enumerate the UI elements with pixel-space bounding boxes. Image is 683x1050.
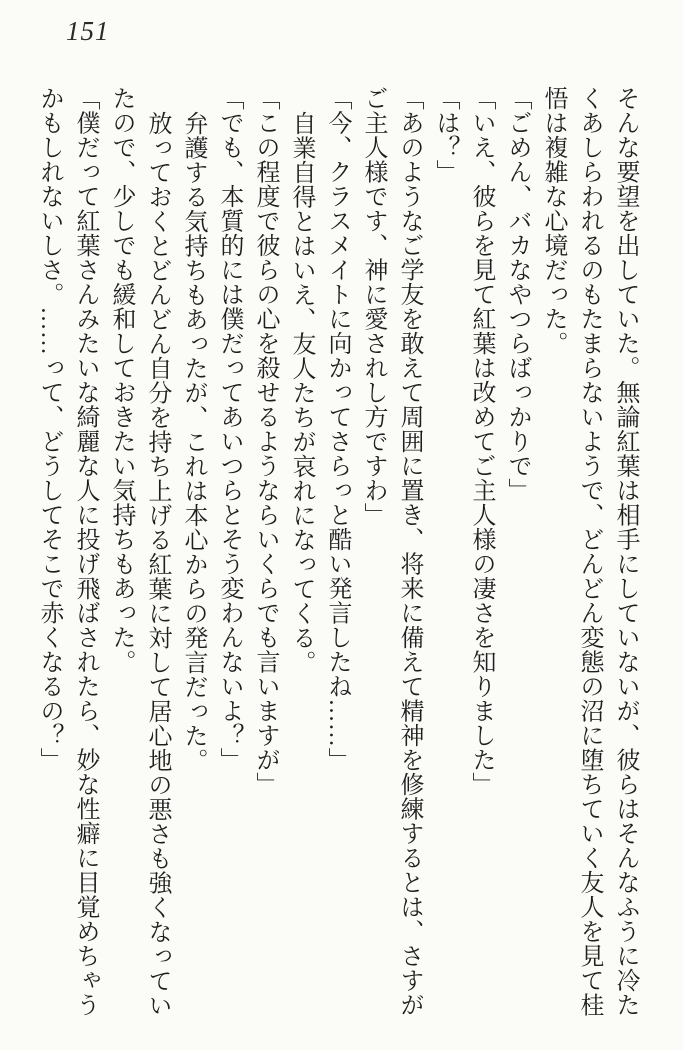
text-line: 「ごめん、バカなやつらばっかりで」 — [504, 86, 530, 503]
text-line: 「いえ、彼らを見て紅葉は改めてご主人様の凄さを知りました」 — [468, 86, 494, 797]
text-line: 「僕だって紅葉さんみたいな綺麗な人に投げ飛ばされたら、妙な性癖に目覚めちゃう — [72, 86, 98, 1017]
page-number: 151 — [66, 16, 110, 46]
text-line: 「この程度で彼らの心を殺せるようならいくらでも言いますが」 — [252, 86, 278, 797]
text-area — [31, 86, 643, 1028]
text-line: 弁護する気持ちもあったが、これは本心からの発言だった。 — [180, 111, 206, 773]
text-line: たので、少しでも緩和しておきたい気持ちもあった。 — [108, 86, 134, 674]
text-line: 自業自得とはいえ、友人たちが哀れになってくる。 — [288, 111, 314, 675]
text-line: そんな要望を出していた。無論紅葉は相手にしていないが、彼らはそんなふうに冷た — [612, 86, 638, 1017]
text-line: 放っておくとどんどん自分を持ち上げる紅葉に対して居心地の悪さも強くなってい — [144, 111, 170, 1018]
text-line: 「あのようなご学友を敢えて周囲に置き、将来に備えて精神を修練するとは、さすが — [396, 86, 422, 1017]
text-line: 悟は複雑な心境だった。 — [540, 86, 566, 356]
text-line: かもしれないしさ。……って、どうしてそこで赤くなるの？」 — [36, 86, 62, 772]
text-line: くあしらわれるのもたまらないようで、どんどん変態の沼に堕ちていく友人を見て桂 — [576, 86, 602, 1017]
text-line: 「は？」 — [432, 86, 458, 184]
text-line: 「でも、本質的には僕だってあいつらとそう変わんないよ？」 — [216, 86, 242, 772]
text-line: ご主人様です、神に愛されし方ですわ」 — [360, 86, 386, 527]
text-line: 「今、クラスメイトに向かってさらっと酷い発言したね……」 — [324, 86, 350, 772]
